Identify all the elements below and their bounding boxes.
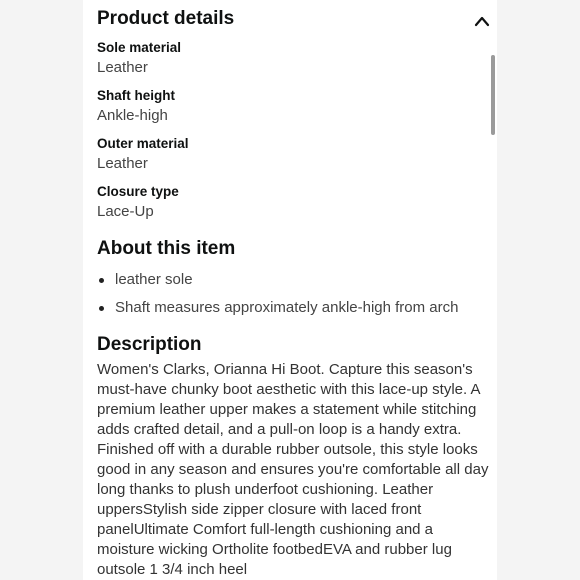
list-item xyxy=(97,270,487,298)
chevron-up-icon[interactable] xyxy=(474,14,490,28)
detail-value: Leather xyxy=(97,59,148,76)
product-details-header[interactable] xyxy=(97,8,487,32)
about-this-item-section xyxy=(97,238,487,326)
product-details-title: Product details xyxy=(97,8,235,29)
product-details-list xyxy=(97,40,477,232)
product-info-panel xyxy=(83,0,497,580)
bullet-icon xyxy=(99,306,104,311)
detail-closure-type xyxy=(97,184,477,232)
detail-label: Outer material xyxy=(97,136,189,151)
about-this-item-title: About this item xyxy=(97,238,236,259)
detail-label: Sole material xyxy=(97,40,182,55)
detail-sole-material xyxy=(97,40,477,88)
about-bullet-list xyxy=(97,270,487,326)
description-title: Description xyxy=(97,334,202,355)
detail-label: Shaft height xyxy=(97,88,175,103)
detail-value: Ankle-high xyxy=(97,107,168,124)
detail-value: Lace-Up xyxy=(97,203,154,220)
detail-shaft-height xyxy=(97,88,477,136)
detail-outer-material xyxy=(97,136,477,184)
scrollbar-thumb[interactable] xyxy=(491,55,495,135)
description-section xyxy=(97,334,489,580)
list-item xyxy=(97,298,487,326)
detail-label: Closure type xyxy=(97,184,179,199)
description-text: Women's Clarks, Orianna Hi Boot. Capture this season's must-have chunky boot aesthetic with this lace-up style. A premium leather upper makes a statement while stitching adds crafted detail, and a pull-on loop is a handy extra. Finished off with a durable rubber outsole, this style looks good in any season and ensures you're comfortable all day long thanks to plush underfoot cushioning. Leather uppersStylish side zipper closure with laced front panelUltimate Comfort full-length cushioning and a moisture wicking Ortholite footbedEVA and rubber lug outsole 1 3/4 inch heel xyxy=(97,361,489,578)
bullet-text: Shaft measures approximately ankle-high from arch xyxy=(115,299,459,316)
bullet-text: leather sole xyxy=(115,271,193,288)
bullet-icon xyxy=(99,278,104,283)
detail-value: Leather xyxy=(97,155,148,172)
